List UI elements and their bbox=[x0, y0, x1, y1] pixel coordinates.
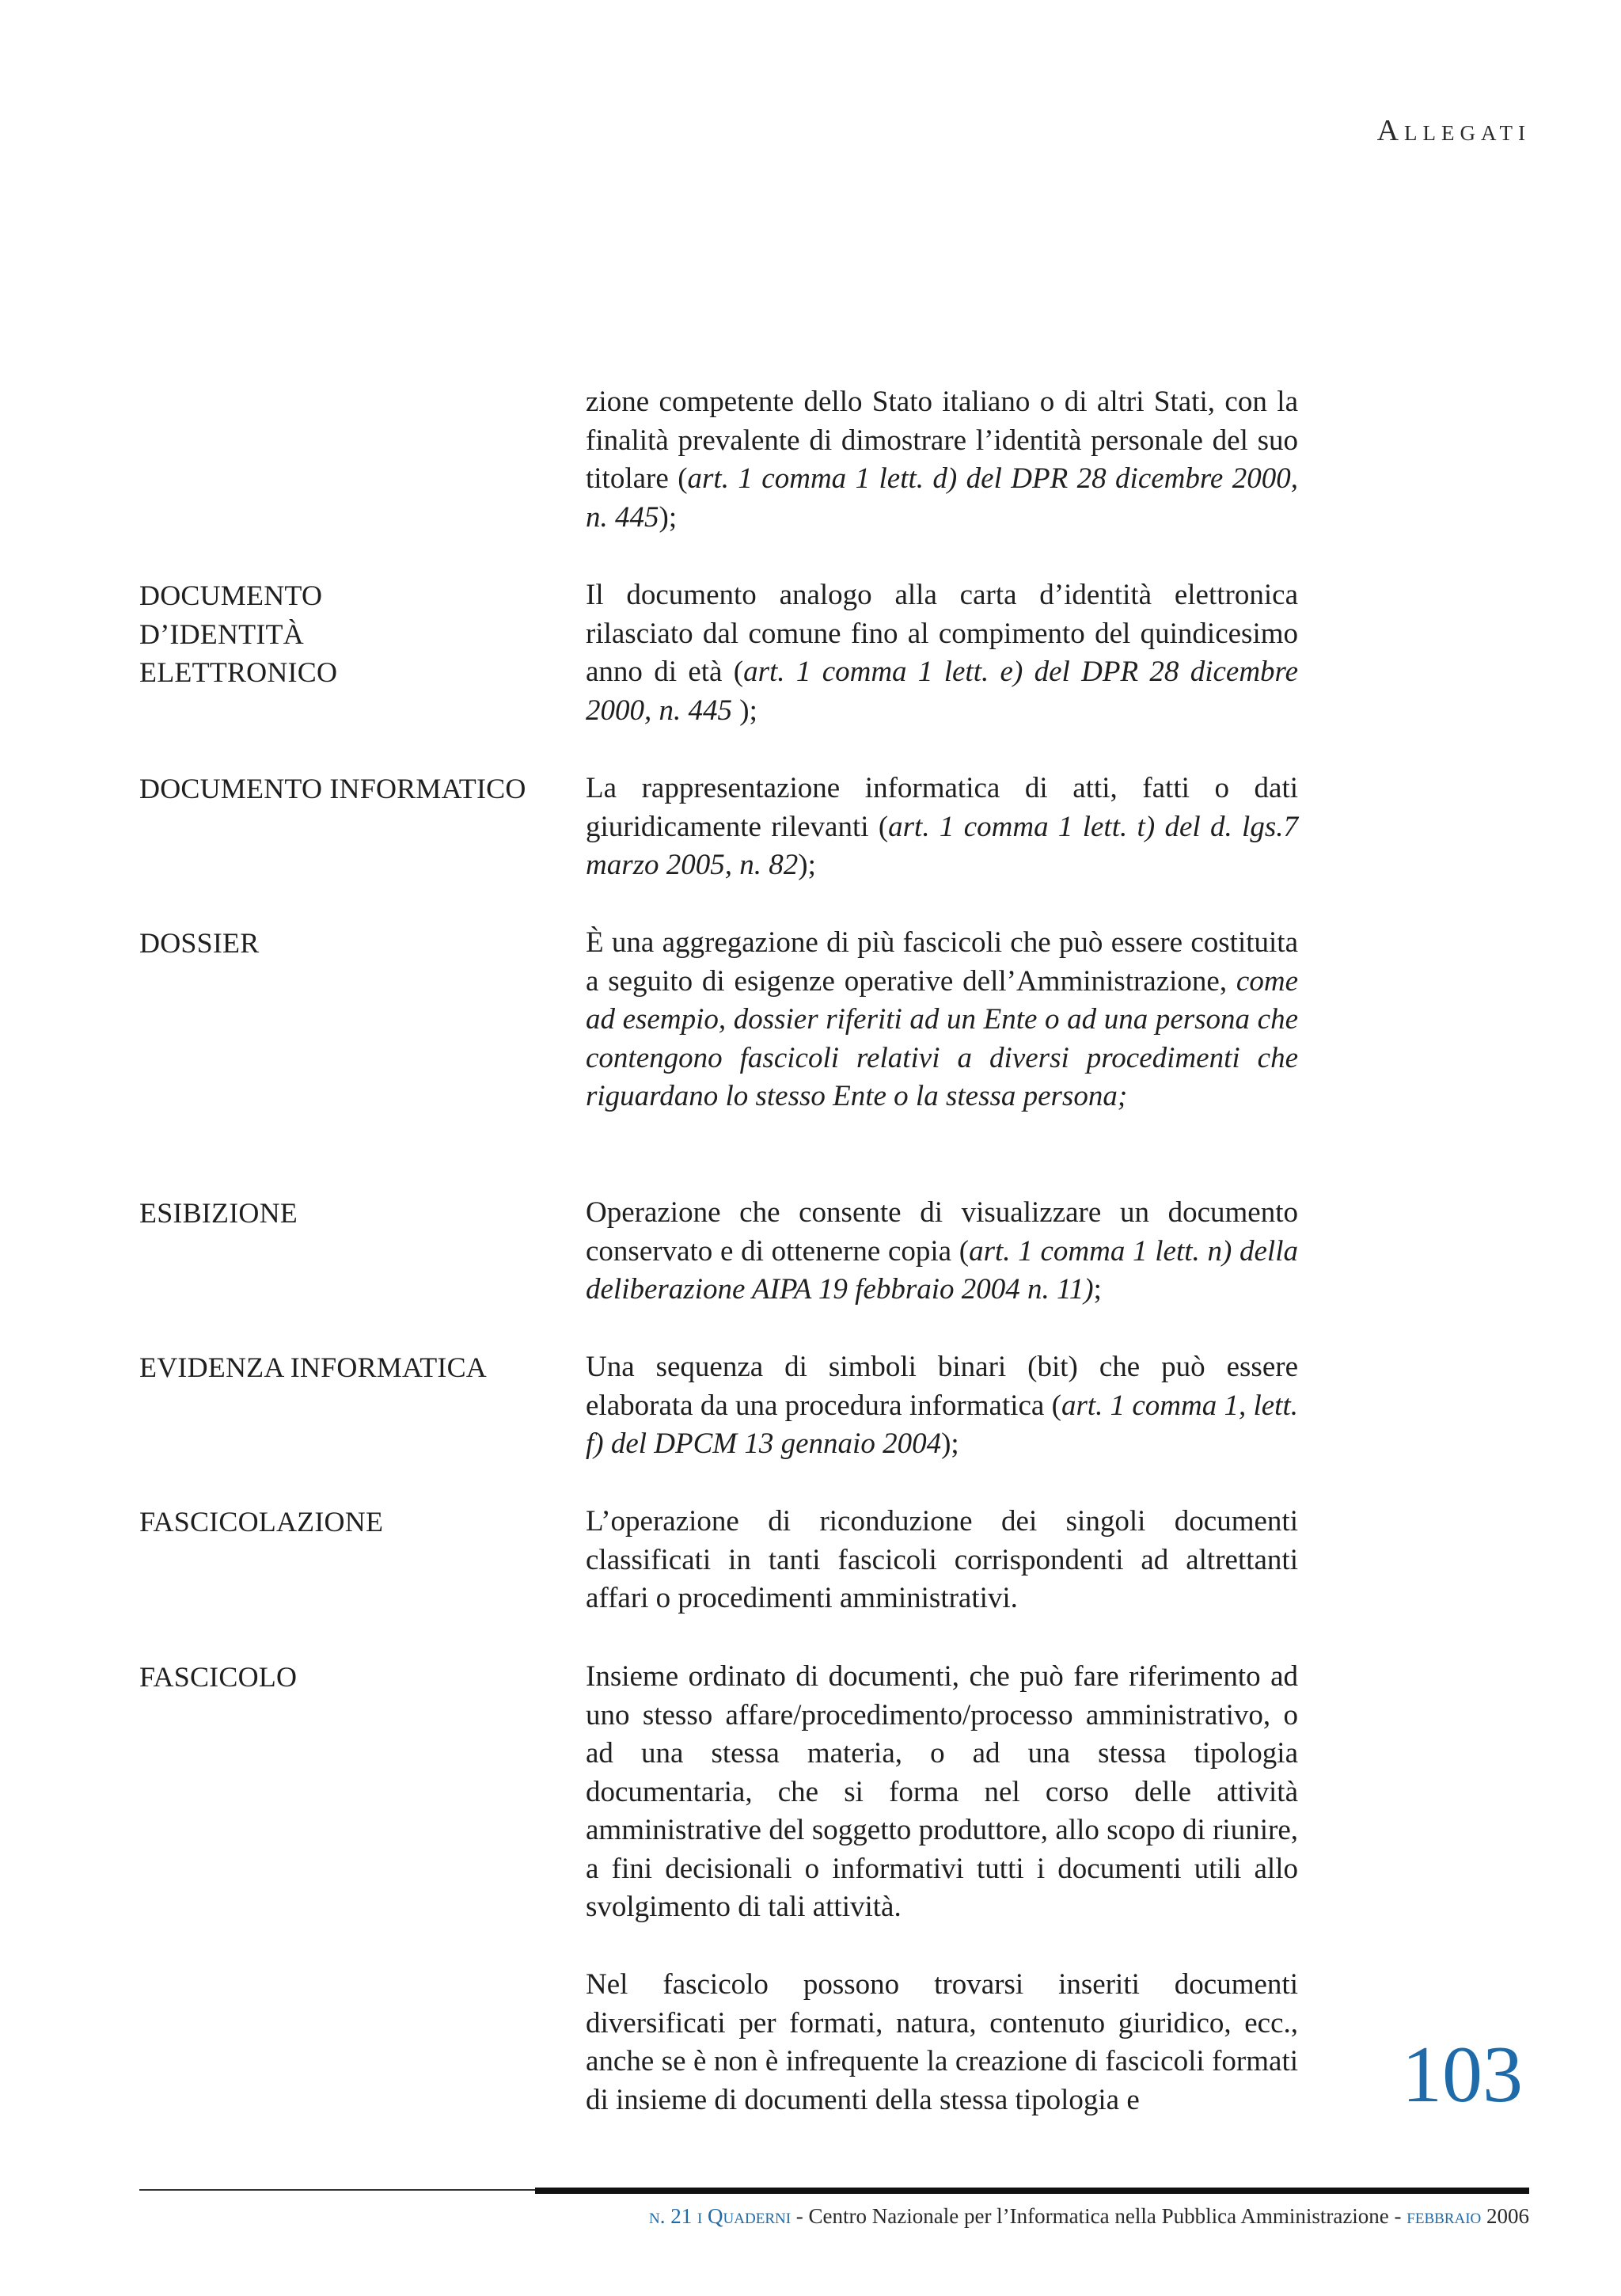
definition-reference: art. 1 comma 1 lett. n) della deliberazione AIPA 19 febbraio 2004 n. 11) bbox=[586, 1234, 1298, 1306]
definition-reference: art. 1 comma 1, lett. f) del DPCM 13 gennaio 2004 bbox=[586, 1389, 1298, 1460]
glossary-term: DOSSIER bbox=[139, 927, 260, 959]
definition-text: Operazione che consente di visualizzare un documento conservato e di ottenerne copia ( bbox=[586, 1196, 1298, 1268]
definition-end: ; bbox=[1093, 1273, 1102, 1306]
definition-reference: art. 1 comma 1 lett. d) del DPR 28 dicembre 2000, n. 445 bbox=[586, 462, 1298, 534]
footer-rule-bold bbox=[535, 2188, 1529, 2194]
page-number: 103 bbox=[1402, 2030, 1523, 2119]
glossary-term: DOCUMENTO D’IDENTITÀ ELETTRONICO bbox=[139, 580, 338, 688]
footer bbox=[649, 2204, 1529, 2229]
glossary-definition bbox=[586, 770, 1298, 885]
footer-issue: n. 21 bbox=[648, 2204, 693, 2228]
definition-text: Insieme ordinato di documenti, che può fare riferimento ad uno stesso affare/procedimento/processo amministrativo, o ad una stessa materia, o ad una stessa tipologia documentaria, che si forma nel corso delle attività amministrative del soggetto produttore, allo scopo di riunire, a fini decisionali o informativi tutti i documenti utili allo svolgimento di tali attività. bbox=[586, 1660, 1298, 1923]
glossary-term: ESIBIZIONE bbox=[139, 1197, 298, 1229]
glossary-definition bbox=[586, 576, 1298, 730]
definition-continuation bbox=[586, 383, 1298, 537]
definition-text: La rappresentazione informatica di atti, fatti o dati giuridicamente rilevanti ( bbox=[586, 772, 1298, 843]
definition-paragraph: Nel fascicolo possono trovarsi inseriti documenti diversificati per formati, natura, contenuto giuridico, ecc., anche se è non è infrequente la creazione di fascicoli formati di insieme di documenti della stessa tipologia e bbox=[586, 1968, 1298, 2116]
footer-publisher: - Centro Nazionale per l’Informatica nella Pubblica Amministrazione - bbox=[791, 2204, 1407, 2228]
definition-text: Una sequenza di simboli binari (bit) che può essere elaborata da una procedura informatica ( bbox=[586, 1351, 1298, 1422]
footer-separator: i bbox=[697, 2204, 703, 2228]
glossary-definition bbox=[586, 1658, 1298, 1927]
definition-end: ); bbox=[659, 500, 678, 534]
definition-text: È una aggregazione di più fascicoli che può essere costituita a seguito di esigenze operative dell’Amministrazione, bbox=[586, 926, 1298, 998]
glossary-definition bbox=[586, 1194, 1298, 1310]
running-header: Allegati bbox=[1376, 114, 1531, 147]
footer-series: Quaderni bbox=[708, 2204, 792, 2228]
footer-year: 2006 bbox=[1486, 2204, 1529, 2228]
glossary-definition bbox=[586, 1348, 1298, 1464]
glossary-term: EVIDENZA INFORMATICA bbox=[139, 1351, 487, 1383]
glossary-term: DOCUMENTO INFORMATICO bbox=[139, 773, 526, 804]
definition-reference: come ad esempio, dossier riferiti ad un Ente o ad una persona che contengono fascicoli relativi a diversi procedimenti che riguardano lo stesso Ente o la stessa persona; bbox=[586, 964, 1298, 1112]
glossary-term: FASCICOLO bbox=[139, 1661, 298, 1693]
definition-end: ); bbox=[941, 1427, 959, 1460]
definition-end: ); bbox=[739, 694, 757, 727]
footer-rule bbox=[139, 2189, 535, 2191]
definition-reference: art. 1 comma 1 lett. t) del d. lgs.7 marzo 2005, n. 82 bbox=[586, 810, 1298, 881]
definition-text: zione competente dello Stato italiano o di altri Stati, con la finalità prevalente di dimostrare l’identità personale del suo titolare ( bbox=[586, 386, 1298, 495]
definition-text: Il documento analogo alla carta d’identità elettronica rilasciato dal comune fino al compimento del quindicesimo anno di età ( bbox=[586, 579, 1298, 688]
definition-reference: art. 1 comma 1 lett. e) del DPR 28 dicembre 2000, n. 445 bbox=[586, 656, 1298, 727]
glossary-term: FASCICOLAZIONE bbox=[139, 1506, 384, 1538]
glossary-definition bbox=[586, 924, 1298, 1116]
definition-end: ); bbox=[798, 849, 816, 881]
footer-month: febbraio bbox=[1407, 2204, 1482, 2228]
definition-text: L’operazione di riconduzione dei singoli documenti classificati in tanti fascicoli corrispondenti ad altrettanti affari o procedimenti amministrativi. bbox=[586, 1505, 1298, 1614]
glossary-definition bbox=[586, 1503, 1298, 1618]
